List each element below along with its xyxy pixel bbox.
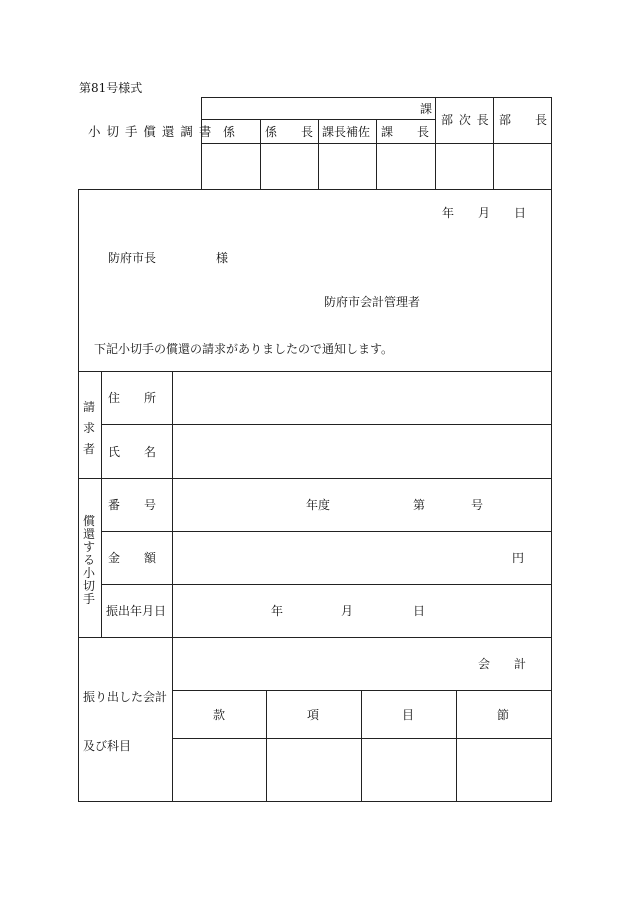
kakari-stamp-cell[interactable] [202, 144, 259, 189]
address-label: 住 所 [108, 391, 157, 405]
account-label-line2: 及び科目 [83, 739, 132, 753]
issue-date-month: 月 [341, 604, 354, 618]
kou-header: 項 [307, 708, 320, 722]
issue-date-year: 年 [271, 604, 284, 618]
setsu-header: 節 [497, 708, 510, 722]
form-number: 第81号様式 [79, 81, 143, 95]
kacho-header: 課 長 [381, 125, 430, 139]
document-title: 小 切 手 償 還 調 書 [88, 124, 213, 139]
check-label: 償還する小切手 [82, 514, 95, 606]
bucho-header: 部 長 [499, 113, 548, 127]
kakaricho-header: 係 長 [265, 125, 314, 139]
setsu-field[interactable] [458, 740, 550, 801]
moku-field[interactable] [363, 740, 455, 801]
notice-body: 下記小切手の償還の請求がありましたので通知します。 [94, 342, 394, 356]
claimant-label: 請求者 [82, 400, 95, 456]
bujicho-stamp-cell[interactable] [436, 144, 492, 189]
kacho-hosa-header: 課長補佐 [322, 125, 371, 139]
amount-field[interactable] [174, 533, 550, 583]
kakaricho-stamp-cell[interactable] [261, 144, 317, 189]
kakari-header: 係 [223, 125, 236, 139]
issue-date-field[interactable] [174, 586, 550, 636]
account-label-line1: 振り出した会計 [83, 690, 168, 704]
name-label: 氏 名 [108, 445, 157, 459]
addressee: 防府市長 様 [108, 251, 229, 265]
amount-label: 金 額 [108, 551, 157, 565]
issue-date-label: 振出年月日 [106, 604, 167, 618]
kaikei-label: 会 計 [478, 657, 527, 671]
kan-header: 款 [213, 708, 226, 722]
kacho-hosa-stamp-cell[interactable] [319, 144, 375, 189]
name-field[interactable] [174, 426, 550, 477]
bucho-stamp-cell[interactable] [494, 144, 551, 189]
check-number-go: 号 [471, 498, 484, 512]
bujicho-header: 部 次 長 [441, 113, 490, 127]
address-field[interactable] [174, 373, 550, 423]
kaikei-field[interactable] [174, 639, 550, 689]
check-number-label: 番 号 [108, 498, 157, 512]
moku-header: 目 [402, 708, 415, 722]
kacho-stamp-cell[interactable] [377, 144, 434, 189]
kou-field[interactable] [268, 740, 360, 801]
kan-field[interactable] [174, 740, 265, 801]
check-number-year: 年度 [306, 498, 331, 512]
issue-date-day: 日 [413, 604, 426, 618]
check-number-dai: 第 [413, 498, 426, 512]
sender: 防府市会計管理者 [324, 295, 421, 309]
ka-header: 課 [420, 102, 433, 116]
check-number-field[interactable] [174, 480, 550, 530]
notice-date: 年 月 日 [442, 206, 527, 220]
amount-unit: 円 [512, 551, 525, 565]
